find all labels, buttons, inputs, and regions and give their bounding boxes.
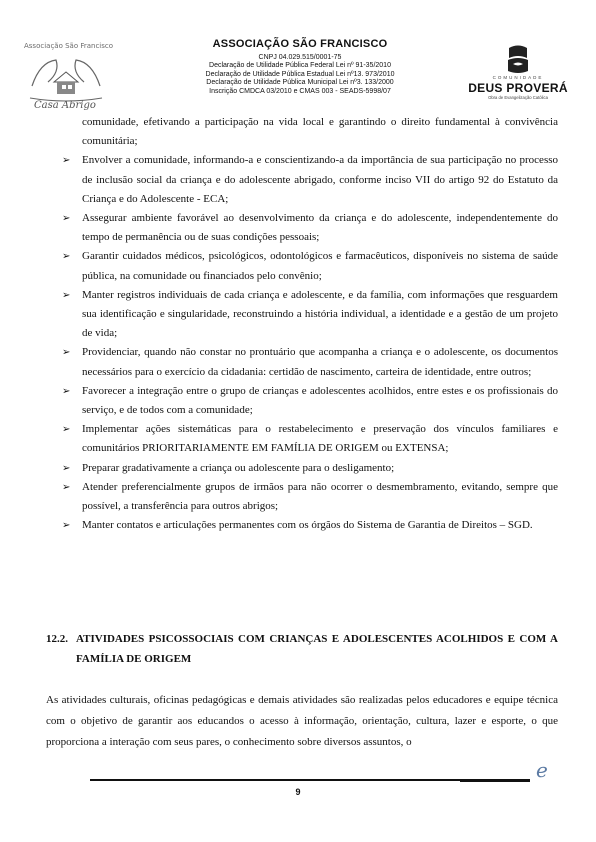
arrow-bullet-icon: ➢ (62, 213, 71, 225)
arrow-bullet-icon: ➢ (62, 251, 71, 263)
page-number: 9 (295, 787, 301, 797)
cnpj-line: CNPJ 04.029.515/0001-75 (258, 54, 342, 61)
list-item: ➢ Implementar ações sistemáticas para o restabelecimento e preservação dos vínculos familiares e comunitários PRIORITARIAMENTE EM FAMÍLIA DE ORIGEM ou EXTENSA; (62, 420, 558, 458)
section-title: ATIVIDADES PSICOSSOCIAIS COM CRIANÇAS E ADOLESCENTES ACOLHIDOS E COM A FAMÍLIA DE ORIGEM (76, 633, 558, 665)
list-item: ➢ Envolver a comunidade, informando-a e conscientizando-a da importância de sua participação no processo de inclusão social da criança e do adolescente abrigado, conforme inciso VII do artigo 92 do Estatuto da Criança e do Adolescente - ECA; (62, 151, 558, 209)
list-item: ➢ Favorecer a integração entre o grupo de crianças e adolescentes acolhidos, entre estes e os profissionais do serviço, e de todos com a comunidade; (62, 382, 558, 420)
activities-paragraph: As atividades culturais, oficinas pedagógicas e demais atividades são realizadas pelos educadores e equipe técnica com o objetivo de garantir aos educandos o acesso à informação, orientação, cultura, lazer e esporte, o que proporciona a interação com seus pares, o conhecimento sobre diversos assuntos, o (46, 694, 558, 748)
federal-decl-line: Declaração de Utilidade Pública Federal Lei nº 91-35/2010 (209, 62, 391, 70)
arrow-bullet-icon: ➢ (62, 385, 71, 397)
logo-subtitle: Obra de Evangelização Católica (488, 95, 548, 100)
casa-abrigo-logo (10, 42, 122, 116)
list-item: ➢ Garantir cuidados médicos, psicológicos, odontológicos e farmacêuticos, disponíveis no sistema de saúde pública, na comunidade ou financiados pelo convênio; (62, 247, 558, 285)
handwritten-initial: e (536, 758, 548, 782)
letterhead (160, 38, 440, 96)
arrow-bullet-icon: ➢ (62, 424, 71, 436)
registration-line: Inscrição CMDCA 03/2010 e CMAS 003 - SEADS-5998/07 (209, 87, 391, 95)
section-heading (46, 630, 558, 669)
municipal-decl-line: Declaração de Utilidade Pública Municipal Lei nº3. 133/2000 (206, 79, 394, 87)
logo-deus-provera: DEUS PROVERÁ (468, 81, 568, 95)
list-item: ➢ Manter registros individuais de cada criança e adolescente, e da família, com informações que resguardem sua identificação e singularidade, reconstruindo a história individual, a identidade e a gestão de um projeto de vida; (62, 286, 558, 344)
objectives-list (62, 113, 558, 535)
state-decl-line: Declaração de Utilidade Pública Estadual Lei nº13. 973/2010 (205, 70, 395, 78)
arrow-bullet-icon: ➢ (62, 347, 71, 359)
list-item: ➢ Atender preferencialmente grupos de irmãos para não ocorrer o desmembramento, evitando, sempre que possível, a transferência para outros abrigos; (62, 478, 558, 516)
logo-community-label: COMUNIDADE (492, 75, 544, 80)
hands-house-icon (26, 52, 106, 102)
list-item: ➢ Preparar gradativamente a criança ou adolescente para o desligamento; (62, 459, 558, 478)
list-item: ➢ Manter contatos e articulações permanentes com os órgãos do Sistema de Garantia de Direitos – SGD. (62, 516, 558, 535)
arrow-bullet-icon: ➢ (62, 481, 71, 493)
list-item: ➢ Assegurar ambiente favorável ao desenvolvimento da criança e do adolescente, independentemente do tempo de permanência ou de suas condições pessoais; (62, 209, 558, 247)
arrow-bullet-icon: ➢ (62, 289, 71, 301)
arrow-bullet-icon: ➢ (62, 462, 71, 474)
deus-provera-logo (464, 44, 572, 112)
logo-casa-abrigo: Casa Abrigo (34, 100, 96, 111)
arrow-bullet-icon: ➢ (62, 155, 71, 167)
bread-fish-icon (505, 44, 531, 74)
list-item: ➢ Providenciar, quando não constar no prontuário que acompanha a criança e o adolescente, os documentos necessários para o exercício da cidadania: certidão de nascimento, carteira de identidade, entre outros; (62, 343, 558, 381)
footer-divider-accent (460, 779, 530, 782)
arrow-bullet-icon: ➢ (62, 520, 71, 532)
logo-org-name: Associação São Francisco (24, 42, 114, 50)
section-number: 12.2. (46, 633, 68, 645)
org-title: ASSOCIAÇÃO SÃO FRANCISCO (212, 38, 388, 50)
continuation-paragraph: comunidade, efetivando a participação na vida local e garantindo o direito fundamental à convivência comunitária; (82, 116, 558, 148)
